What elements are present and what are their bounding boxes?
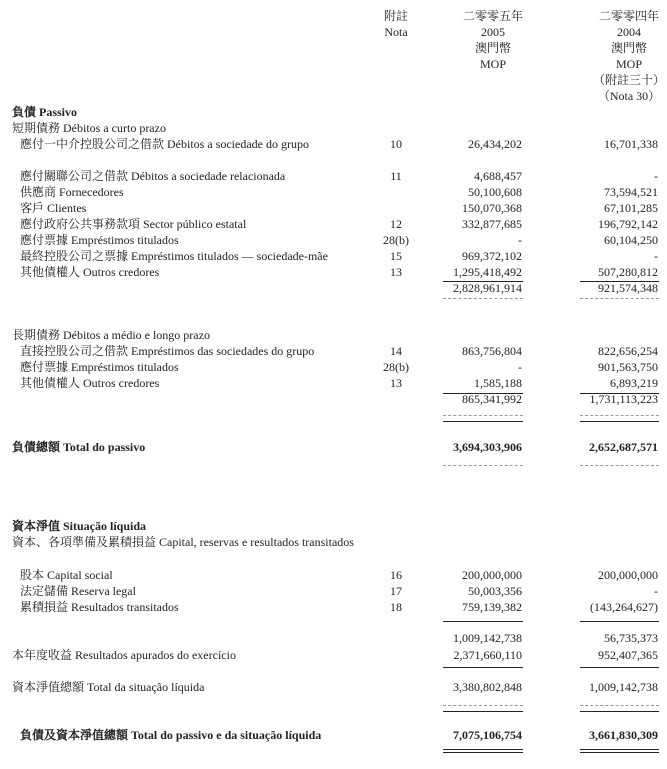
subtotal-rule — [443, 281, 523, 282]
value-2005: 1,585,188 — [474, 376, 522, 390]
table-row — [0, 216, 667, 232]
value-2005: 50,100,608 — [468, 185, 522, 199]
value-2004: 73,594,521 — [604, 185, 658, 199]
subtotal-rule — [580, 667, 659, 668]
row-label: 負債 Passivo — [12, 105, 78, 119]
dashed-rule — [580, 415, 659, 416]
currency: MOP — [479, 57, 506, 71]
note-ref: （Nota 30） — [597, 89, 661, 103]
dashed-rule — [443, 465, 523, 466]
value-2005: 969,372,102 — [462, 249, 522, 263]
value-2005: 3,694,303,906 — [453, 440, 522, 454]
table-row — [0, 727, 667, 743]
note-header-zh: 附註 — [383, 9, 408, 23]
value-2005: 7,075,106,754 — [453, 728, 522, 742]
row-label: 負債總額 Total do passivo — [12, 440, 146, 454]
table-row — [0, 104, 667, 120]
value-2004: - — [654, 169, 658, 183]
row-label: 直接控股公司之借款 Empréstimos das sociedades do grupo — [20, 344, 315, 358]
row-label: 累積損益 Resultados transitados — [20, 600, 179, 614]
note-ref: 28(b) — [383, 233, 409, 247]
table-row — [0, 120, 667, 136]
subtotal-rule — [580, 393, 659, 394]
table-row — [0, 567, 667, 583]
subtotal-rule — [443, 711, 523, 712]
table-row — [0, 647, 667, 663]
dashed-rule — [580, 465, 659, 466]
note-ref-zh: （附註三十） — [592, 73, 665, 87]
value-2005: - — [518, 233, 522, 247]
row-label: 應付一中介控股公司之借款 Débitos a sociedade do grupo — [20, 137, 309, 151]
table-row — [0, 518, 667, 534]
table-row — [0, 583, 667, 599]
dashed-rule — [443, 415, 523, 416]
row-label: 資本、各項準備及累積損益 Capital, reservas e resultados transitados — [12, 535, 354, 549]
value-2004: 196,792,142 — [598, 217, 658, 231]
row-label: 供應商 Fornecedores — [20, 185, 124, 199]
value-2004: 3,661,830,309 — [589, 728, 658, 742]
subtotal-rule — [580, 421, 659, 422]
double-rule — [580, 749, 659, 750]
row-label: 應付關聯公司之借款 Débitos a sociedade relacionada — [20, 169, 286, 183]
row-label: 資本淨值 Situação líquida — [12, 519, 147, 533]
year-2005-column-header — [443, 8, 543, 72]
double-rule — [443, 752, 523, 753]
table-row — [0, 359, 667, 375]
subtotal-rule — [443, 621, 523, 622]
row-label: 應付票據 Empréstimos titulados — [20, 233, 179, 247]
currency-zh: 澳門幣 — [474, 41, 511, 55]
value-2004: 822,656,254 — [598, 344, 658, 358]
table-row — [0, 534, 667, 550]
row-label: 其他債權人 Outros credores — [20, 376, 160, 390]
table-row — [0, 439, 667, 455]
value-2004: 507,280,812 — [598, 265, 658, 279]
subtotal-rule — [580, 711, 659, 712]
subtotal-rule — [580, 621, 659, 622]
row-label: 長期債務 Débitos a médio e longo prazo — [12, 328, 210, 342]
value-2004: 67,101,285 — [604, 201, 658, 215]
row-label: 最終控股公司之票據 Empréstimos titulados — sociedade-mãe — [20, 249, 328, 263]
value-2005: 2,828,961,914 — [453, 281, 522, 295]
value-2004: 1,009,142,738 — [589, 680, 658, 694]
year: 2004 — [617, 25, 641, 39]
row-label: 資本淨值總額 Total da situação líquida — [12, 680, 205, 694]
note-ref: 15 — [390, 249, 402, 263]
table-row — [0, 248, 667, 264]
value-2005: 332,877,685 — [462, 217, 522, 231]
row-label: 股本 Capital social — [20, 568, 113, 582]
table-row — [0, 599, 667, 615]
value-2004: 16,701,338 — [604, 137, 658, 151]
value-2005: 2,371,660,110 — [453, 648, 522, 662]
table-row — [0, 280, 667, 296]
note-ref: 11 — [390, 169, 402, 183]
value-2004: 200,000,000 — [598, 568, 658, 582]
year-zh: 二零零五年 — [462, 9, 523, 23]
row-label: 法定儲備 Reserva legal — [20, 584, 136, 598]
value-2004: - — [654, 584, 658, 598]
subtotal-rule — [443, 393, 523, 394]
value-2005: 200,000,000 — [462, 568, 522, 582]
dashed-rule — [580, 705, 659, 706]
table-row — [0, 679, 667, 695]
subtotal-rule — [443, 667, 523, 668]
note-ref: 17 — [390, 584, 402, 598]
table-row — [0, 200, 667, 216]
value-2004: (143,264,627) — [590, 600, 658, 614]
note-ref: 13 — [390, 376, 402, 390]
currency-zh: 澳門幣 — [610, 41, 647, 55]
value-2005: 759,139,382 — [462, 600, 522, 614]
row-label: 短期債務 Débitos a curto prazo — [12, 121, 166, 135]
table-row — [0, 168, 667, 184]
note-header-pt: Nota — [384, 25, 408, 39]
table-row — [0, 184, 667, 200]
note-ref: 13 — [390, 265, 402, 279]
note-ref: 10 — [390, 137, 402, 151]
value-2005: 865,341,992 — [462, 392, 522, 406]
table-row — [0, 232, 667, 248]
table-row — [0, 391, 667, 407]
value-2004: - — [654, 249, 658, 263]
value-2004: 60,104,250 — [604, 233, 658, 247]
row-label: 客戶 Clientes — [20, 201, 87, 215]
table-row — [0, 375, 667, 391]
value-2004: 921,574,348 — [598, 281, 658, 295]
double-rule — [580, 752, 659, 753]
value-2004: 952,407,365 — [598, 648, 658, 662]
value-2005: 1,295,418,492 — [453, 265, 522, 279]
value-2004: 2,652,687,571 — [589, 440, 658, 454]
table-row — [0, 136, 667, 152]
value-2005: 1,009,142,738 — [453, 631, 522, 645]
value-2004: 6,893,219 — [610, 376, 658, 390]
dashed-rule — [580, 298, 659, 299]
value-2004: 1,731,113,223 — [589, 392, 658, 406]
subtotal-rule — [443, 421, 523, 422]
note-column-header — [356, 8, 436, 40]
value-2004: 56,735,373 — [604, 631, 658, 645]
row-label: 負債及資本淨值總額 Total do passivo e da situação líquida — [20, 728, 322, 742]
value-2005: 3,380,802,848 — [453, 680, 522, 694]
row-label: 應付政府公共事務款項 Sector público estatal — [20, 217, 247, 231]
table-row — [0, 343, 667, 359]
note-ref: 28(b) — [383, 360, 409, 374]
value-2004: 901,563,750 — [598, 360, 658, 374]
row-label: 其他債權人 Outros credores — [20, 265, 160, 279]
note-ref: 14 — [390, 344, 402, 358]
value-2005: 50,003,356 — [468, 584, 522, 598]
row-label: 本年度收益 Resultados apurados do exercício — [12, 648, 236, 662]
year-2004-column-header — [579, 8, 667, 104]
note-ref: 18 — [390, 600, 402, 614]
subtotal-rule — [580, 281, 659, 282]
note-ref: 16 — [390, 568, 402, 582]
table-row — [0, 327, 667, 343]
row-label: 應付票據 Empréstimos titulados — [20, 360, 179, 374]
value-2005: - — [518, 360, 522, 374]
dashed-rule — [443, 298, 523, 299]
value-2005: 26,434,202 — [468, 137, 522, 151]
note-ref: 12 — [390, 217, 402, 231]
year: 2005 — [481, 25, 505, 39]
table-row — [0, 630, 667, 646]
value-2005: 150,070,368 — [462, 201, 522, 215]
table-row — [0, 264, 667, 280]
value-2005: 863,756,804 — [462, 344, 522, 358]
value-2005: 4,688,457 — [474, 169, 522, 183]
year-zh: 二零零四年 — [598, 9, 659, 23]
currency: MOP — [615, 57, 642, 71]
double-rule — [443, 749, 523, 750]
dashed-rule — [443, 705, 523, 706]
